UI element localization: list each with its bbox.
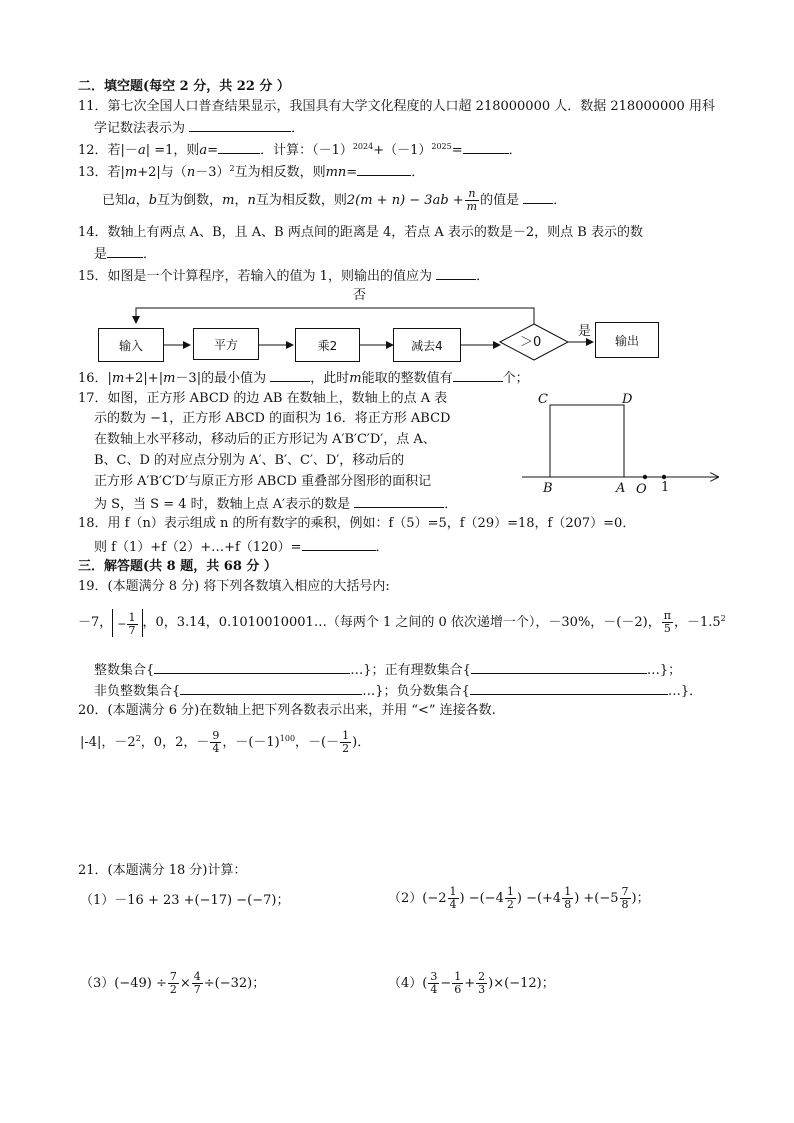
q15-blank[interactable] (436, 266, 476, 280)
q17-line4: B、C、D 的对应点分别为 A′、B′、C′、D′，移动后的 (94, 453, 405, 468)
flow-mult-box: 乘2 (295, 328, 360, 362)
fig17-label-o: O (636, 482, 647, 497)
q21-title: 21．(本题满分 18 分)计算： (78, 863, 247, 878)
q14-blank[interactable] (107, 244, 143, 258)
q11-line2: 学记数法表示为 ． (94, 118, 304, 138)
q17-blank[interactable] (354, 494, 444, 508)
flow-sub-box: 减去4 (393, 328, 461, 362)
q11-line1: 11．第七次全国人口普查结果显示，我国具有大学文化程度的人口超 218000000 人．数据 218000000 用科 (78, 99, 715, 114)
fig17-label-d: D (622, 392, 633, 407)
q13b-blank[interactable] (523, 190, 553, 204)
q13: 13．若|m+2|与$(n-3)^2$互为相反数，则mn= ． (78, 164, 425, 180)
q14-line1: 14．数轴上有两点 A、B，且 A、B 两点间的距离是 4，若点 A 表示的数是－2，则点 B 表示的数 (78, 225, 643, 240)
q16-blank-count[interactable] (453, 368, 503, 382)
fig17-label-a: A (616, 481, 626, 496)
q21-part2: （2）(−2 $\frac{1}{4}$ ) −(−4 $\frac{1}{2}$ ) −(+4 $\frac{1}{8}$ ) +(−5 $\frac{7}{8}$ )； (388, 885, 650, 911)
q18-line1: 18．用 f（n）表示组成 n 的所有数字的乘积，例如：f（5）=5，f（29）=18，f（207）=0． (78, 516, 636, 531)
flow-input-box: 输入 (98, 328, 164, 362)
q14-line2: 是 ． (94, 244, 156, 264)
q19-set-row1: 整数集合{ …}；正有理数集合{ …}； (94, 660, 681, 680)
fig17-label-one: 1 (661, 480, 670, 495)
q12-blank-a[interactable] (218, 140, 260, 154)
integer-set-blank[interactable] (154, 660, 350, 674)
negative-fraction-set-blank[interactable] (470, 681, 668, 695)
q18-blank[interactable] (302, 537, 376, 551)
q20-title: 20．(本题满分 6 分)在数轴上把下列各数表示出来，并用 “<” 连接各数. (78, 703, 496, 718)
positive-rational-set-blank[interactable] (471, 660, 647, 674)
flow-square-box: 平方 (193, 328, 259, 360)
q17-line5: 正方形 A′B′C′D′与原正方形 ABCD 重叠部分图形的面积记 (94, 474, 432, 489)
q17-line6: 为 S，当 S = 4 时，数轴上点 A′表示的数是 ． (94, 494, 457, 514)
q17-line2: 示的数为 −1，正方形 ABCD 的面积为 16．将正方形 ABCD (94, 411, 451, 426)
flow-no-label: 否 (353, 288, 367, 303)
flow-condition: ＞0 (520, 335, 542, 350)
q12: 12．若|－a| =1，则a= ．计算：$(-1)^{2024}+(-1)^{2025}=$ ． (78, 142, 522, 158)
q11-answer-blank[interactable] (189, 118, 291, 132)
q13-blank[interactable] (357, 162, 411, 176)
q17-line3: 在数轴上水平移动，移动后的正方形记为 A′B′C′D′，点 A、 (94, 432, 436, 447)
q17-line1: 17．如图，正方形 ABCD 的边 AB 在数轴上，数轴上的点 A 表 (78, 391, 448, 406)
q16: 16．|m+2|+|m－3|的最小值为 ，此时m能取的整数值有 个； (78, 368, 529, 388)
section-2-title: 二．填空题(每空 2 分，共 22 分 ） (78, 79, 290, 94)
q21-part3: （3）(−49) ÷ $\frac{7}{2}$ × $\frac{4}{7}$ ÷(−32)； (80, 970, 266, 996)
nonnegative-integer-set-blank[interactable] (180, 681, 362, 695)
q13b: 已知a，b互为倒数，m，n互为相反数，则2(m + n) − 3ab + $\frac{n}{m}$ 的值是 ． (102, 187, 567, 213)
q21-part1: （1）－16 + 23 +(−17) −(−7)； (80, 893, 290, 908)
q21-part4: （4）( $\frac{3}{4}$ − $\frac{1}{6}$ + $\frac{2}{3}$ )×(−12)； (388, 970, 555, 996)
q16-blank-min[interactable] (270, 368, 310, 382)
q19-title: 19．(本题满分 8 分) 将下列各数填入相应的大括号内: (78, 579, 390, 594)
fig17-label-c: C (538, 392, 548, 407)
q12-blank-calc[interactable] (463, 140, 509, 154)
fig17-label-b: B (543, 481, 553, 496)
q15: 15．如图是一个计算程序，若输入的值为 1，则输出的值应为 ． (78, 266, 489, 286)
flow-yes-label: 是 (578, 324, 592, 339)
q19-set-row2: 非负整数集合{ …}；负分数集合{ …}． (94, 681, 702, 701)
q20-numbers: |-4|，$-2^2$，0，2，－ $\frac{9}{4}$ ，$-(-1)^{100}$，－(－ $\frac{1}{2}$ )． (80, 729, 371, 755)
section-3-title: 三．解答题(共 8 题，共 68 分 ） (78, 559, 277, 574)
q19-numbers: －7， − $\frac{1}{7}$ ，0，3.14，0.1010010001…（每两个 1 之间的 0 依次递增一个），－30%，－(－2)， $\frac{\pi}{5}$ ，$-1.5^2$ (78, 609, 726, 637)
q18-line2: 则 f（1）+f（2）+…+f（120）= ． (94, 537, 389, 557)
flow-output-box: 输出 (595, 322, 659, 358)
